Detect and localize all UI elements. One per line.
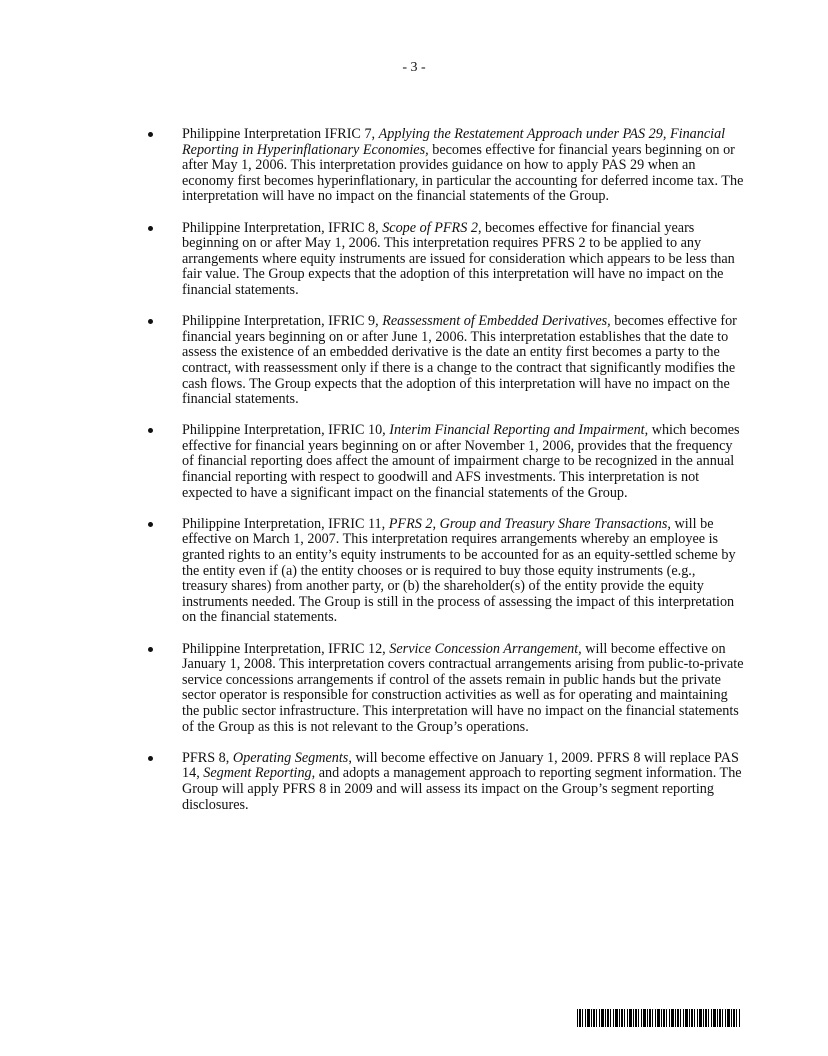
- text-segment: , will become effective on January 1, 2009. PFRS 8 will replace PAS 14,: [182, 749, 739, 782]
- bullet-text: [182, 517, 744, 626]
- bullet-item: [148, 423, 744, 501]
- bullet-dot-icon: [148, 319, 153, 324]
- italic-title: Interim Financial Reporting and Impairment: [389, 422, 645, 439]
- bullet-dot-icon: [148, 226, 153, 231]
- text-segment: , which becomes effective for financial years beginning on or after November 1, 2006, provides that the frequency of financial reporting does affect the amount of impairment charge to be recognized in the annual financial reporting with respect to goodwill and AFS investments. This interpretation is not expected to have a significant impact on the financial statements of the Group.: [182, 422, 740, 501]
- text-segment: , and adopts a management approach to reporting segment information. The Group will apply PFRS 8 in 2009 and will assess its impact on the Group’s segment reporting disclosures.: [182, 765, 742, 813]
- italic-title: Segment Reporting: [203, 765, 312, 782]
- italic-title: Applying the Restatement Approach under PAS 29, Financial Reporting in Hyperinflationary Economies,: [182, 126, 726, 158]
- bullet-text: [182, 751, 744, 813]
- text-segment: becomes effective for financial years beginning on or after May 1, 2006. This interpretation provides guidance on how to apply PAS 29 when an economy first becomes hyperinflationary, in particular the accounting for deferred income tax. The interpretation will have no impact on the financial statements of the Group.: [182, 141, 744, 205]
- bullet-dot-icon: [148, 756, 153, 761]
- bullet-list: [148, 127, 744, 829]
- italic-title: Operating Segments: [232, 749, 349, 766]
- text-segment: Philippine Interpretation IFRIC 7,: [182, 126, 379, 142]
- text-segment: Philippine Interpretation, IFRIC 10,: [182, 422, 390, 439]
- bullet-dot-icon: [148, 428, 153, 433]
- italic-title: PFRS 2, Group and Treasury Share Transactions: [388, 515, 668, 532]
- text-segment: , will become effective on January 1, 2008. This interpretation covers contractual arrangements arising from public-to-private service concessions arrangements if control of the assets remain in public hands but the private sector operator is responsible for construction activities as well as for operating and maintaining the public sector infrastructure. This interpretation will have no impact on the financial statements of the Group as this is not relevant to the Group’s operations.: [182, 640, 744, 735]
- text-segment: , will be effective on March 1, 2007. This interpretation requires arrangements whereby an employee is granted rights to an entity’s equity instruments to be accounted for as an equity-settled scheme by the entity even if (a) the entity chooses or is required to buy those equity instruments (e.g., treasury shares) from another party, or (b) the shareholder(s) of the entity provide the equity instruments needed. The Group is still in the process of assessing the impact of this interpretation on the financial statements.: [182, 515, 736, 626]
- bullet-item: [148, 314, 744, 408]
- italic-title: Scope of PFRS 2: [382, 219, 478, 236]
- bullet-dot-icon: [148, 522, 153, 527]
- bullet-text: [182, 127, 744, 205]
- bullet-dot-icon: [148, 647, 153, 652]
- italic-title: Service Concession Arrangement: [389, 640, 579, 657]
- text-segment: , becomes effective for financial years beginning on or after May 1, 2006. This interpretation requires PFRS 2 to be applied to any arrangements where equity instruments are issued for consideration which appears to be less than fair value. The Group expects that the adoption of this interpretation will have no impact on the financial statements.: [182, 219, 735, 298]
- barcode-icon: [577, 1009, 740, 1027]
- bullet-item: [148, 517, 744, 626]
- text-segment: PFRS 8,: [182, 749, 233, 766]
- bullet-text: [182, 221, 744, 299]
- text-segment: Philippine Interpretation, IFRIC 9,: [182, 313, 383, 330]
- bullet-text: [182, 642, 744, 736]
- text-segment: becomes effective for financial years beginning on or after June 1, 2006. This interpretation establishes that the date to assess the existence of an embedded derivative is the date an entity first becomes a party to the contract, with reassessment only if there is a change to the contract that significantly modifies the cash flows. The Group expects that the adoption of this interpretation will have no impact on the financial statements.: [182, 313, 737, 408]
- bullet-dot-icon: [148, 132, 153, 137]
- bullet-text: [182, 314, 744, 408]
- text-segment: Philippine Interpretation, IFRIC 11,: [182, 515, 389, 532]
- text-segment: Philippine Interpretation, IFRIC 8,: [182, 219, 383, 236]
- bullet-item: [148, 751, 744, 813]
- page-number: - 3 -: [402, 60, 426, 75]
- bullet-item: [148, 642, 744, 736]
- italic-title: Reassessment of Embedded Derivatives,: [382, 313, 611, 330]
- bullet-item: [148, 221, 744, 299]
- bullet-item: [148, 127, 744, 205]
- text-segment: Philippine Interpretation, IFRIC 12,: [182, 640, 390, 657]
- bullet-text: [182, 423, 744, 501]
